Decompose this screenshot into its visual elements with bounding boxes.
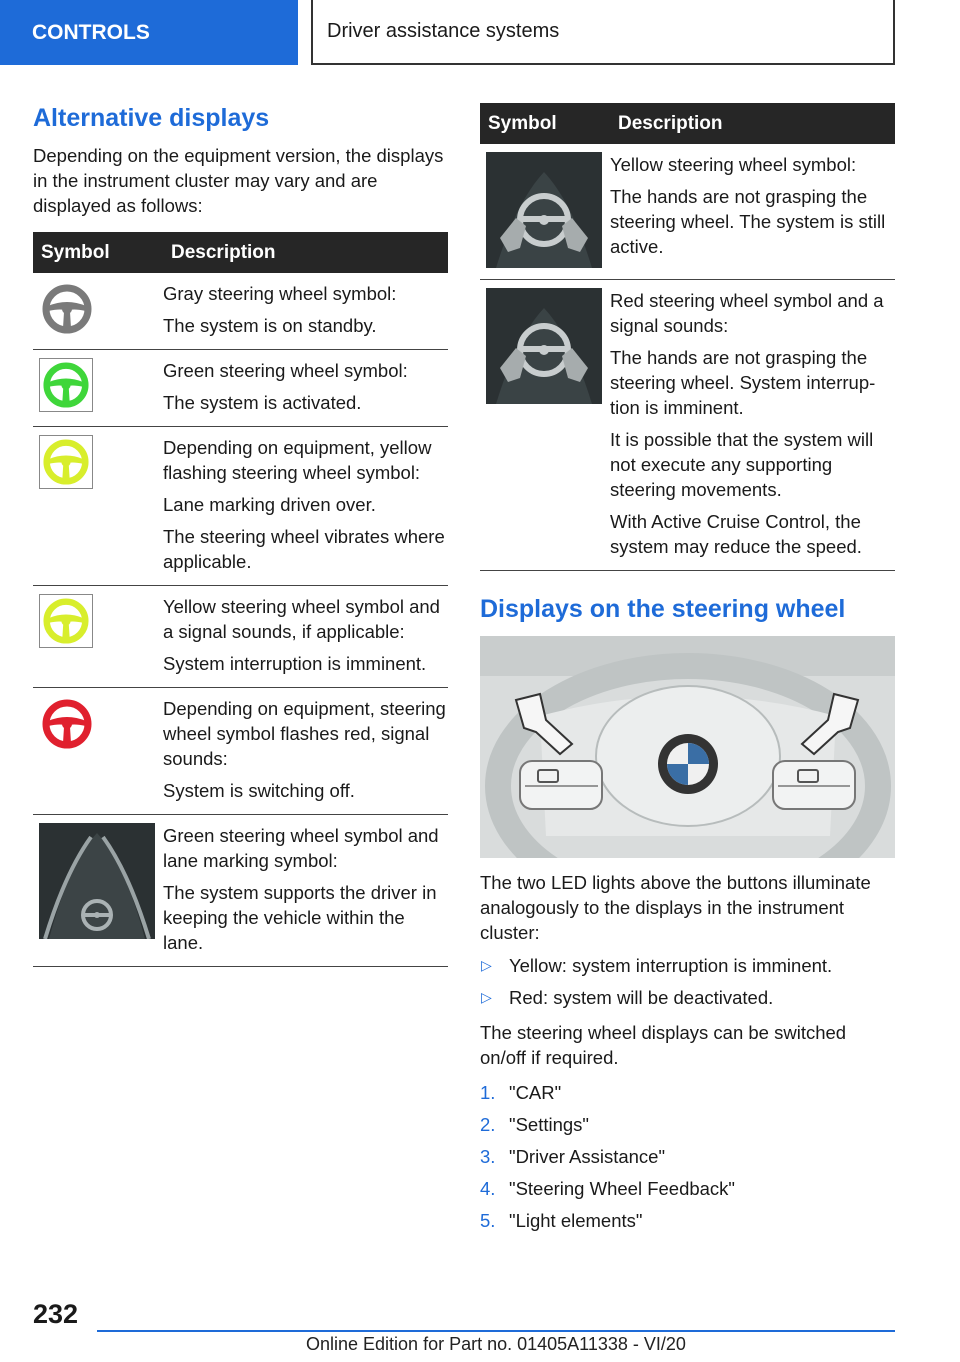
description-line: Depending on equipment, steering wheel symbol flashes red, signal sounds: — [163, 698, 446, 769]
description-line: System interruption is imminent. — [163, 653, 427, 674]
hands-off-steering-wheel-icon — [486, 288, 610, 404]
table-row — [33, 815, 448, 967]
description-cell — [610, 144, 895, 280]
lane-marking-steering-wheel-icon — [39, 823, 163, 939]
table-row — [480, 280, 895, 571]
description-cell — [163, 688, 448, 815]
description-cell — [163, 815, 448, 967]
symbol-cell — [33, 427, 163, 586]
led-color-list — [480, 953, 895, 1010]
description-cell — [163, 586, 448, 688]
step-item — [480, 1144, 895, 1169]
description-line: Gray steering wheel symbol: — [163, 283, 397, 304]
list-item-text: Red: system will be deactivated. — [509, 987, 774, 1008]
step-number: 3. — [480, 1146, 496, 1167]
description-line: The system is on standby. — [163, 315, 377, 336]
description-line: It is possible that the system will not execute any supporting steering movements. — [610, 429, 874, 500]
description-line: Yellow steering wheel symbol and a signal sounds, if applicable: — [163, 596, 440, 642]
description-line: Yellow steering wheel symbol: — [610, 154, 857, 175]
col-header-description: Description — [610, 103, 895, 144]
step-number: 1. — [480, 1082, 496, 1103]
hands-off-steering-wheel-icon — [486, 152, 610, 268]
step-number: 2. — [480, 1114, 496, 1135]
step-item — [480, 1176, 895, 1201]
list-item — [480, 953, 895, 978]
topic-label: Driver assistance systems — [327, 20, 560, 42]
step-item — [480, 1080, 895, 1105]
gray-steering-wheel-icon — [39, 281, 95, 337]
description-line: The system is activated. — [163, 392, 362, 413]
description-cell — [163, 427, 448, 586]
table-row — [33, 586, 448, 688]
table-row — [33, 427, 448, 586]
col-header-symbol: Symbol — [480, 103, 610, 144]
description-line: Red steering wheel symbol and a signal sounds: — [610, 290, 884, 336]
settings-steps — [480, 1080, 895, 1233]
list-item — [480, 985, 895, 1010]
table-row — [33, 350, 448, 427]
topic-header — [311, 0, 895, 65]
description-line: System is switching off. — [163, 780, 355, 801]
section-label: CONTROLS — [32, 20, 150, 44]
table-header-row — [33, 232, 448, 273]
footer-edition: Online Edition for Part no. 01405A11338 - VI/20 — [306, 1334, 686, 1354]
step-text: "Steering Wheel Feedback" — [509, 1178, 736, 1199]
table-row — [33, 273, 448, 350]
section-heading-alternative-displays: Alternative displays — [33, 104, 270, 132]
triangle-bullet-icon: ▷ — [481, 989, 492, 1005]
description-line: Depending on equipment, yellow flashing steering wheel symbol: — [163, 437, 432, 483]
section-tab — [0, 0, 298, 65]
description-line: The hands are not grasping the steering wheel. System interruption is imminent. — [610, 347, 876, 418]
yellow-steering-wheel-icon — [39, 435, 93, 489]
symbol-table-left — [33, 232, 448, 967]
step-item — [480, 1208, 895, 1233]
description-line: The hands are not grasping the steering wheel. The system is still active. — [610, 186, 886, 257]
description-line: Lane marking driven over. — [163, 494, 376, 515]
switch-paragraph: The steering wheel displays can be switched on/off if required. — [480, 1022, 847, 1068]
description-line: Green steering wheel symbol and lane marking symbol: — [163, 825, 439, 871]
symbol-cell — [480, 144, 610, 280]
right-column — [480, 103, 895, 1240]
step-item — [480, 1112, 895, 1137]
steering-wheel-photo — [480, 636, 895, 858]
step-text: "Driver Assistance" — [509, 1146, 666, 1167]
led-description: The two LED lights above the buttons illuminate analogously to the displays in the instrument cluster: — [480, 872, 871, 943]
symbol-table-right — [480, 103, 895, 571]
description-line: The system supports the driver in keeping the vehicle within the lane. — [163, 882, 437, 953]
table-row — [33, 688, 448, 815]
step-text: "CAR" — [509, 1082, 562, 1103]
description-cell — [610, 280, 895, 571]
description-line: The steering wheel vibrates where applicable. — [163, 526, 445, 572]
symbol-cell — [33, 350, 163, 427]
page-number: 232 — [33, 1299, 79, 1329]
description-line: With Active Cruise Control, the system may reduce the speed. — [610, 511, 862, 557]
table-row — [480, 144, 895, 280]
left-column — [33, 104, 448, 967]
col-header-description: Description — [163, 232, 448, 273]
triangle-bullet-icon: ▷ — [481, 957, 492, 973]
section-heading-steering-wheel-displays: Displays on the steering wheel — [480, 595, 846, 623]
description-line: Green steering wheel symbol: — [163, 360, 408, 381]
red-steering-wheel-icon — [39, 696, 95, 752]
yellow-steering-wheel-icon — [39, 594, 93, 648]
col-header-symbol: Symbol — [33, 232, 163, 273]
symbol-cell — [33, 273, 163, 350]
green-steering-wheel-icon — [39, 358, 93, 412]
step-text: "Settings" — [509, 1114, 589, 1135]
table-header-row — [480, 103, 895, 144]
description-cell — [163, 350, 448, 427]
step-text: "Light elements" — [509, 1210, 643, 1231]
symbol-cell — [33, 586, 163, 688]
symbol-cell — [480, 280, 610, 571]
list-item-text: Yellow: system interruption is imminent. — [509, 955, 833, 976]
step-number: 4. — [480, 1178, 496, 1199]
symbol-cell — [33, 688, 163, 815]
step-number: 5. — [480, 1210, 496, 1231]
description-cell — [163, 273, 448, 350]
footer-divider — [97, 1330, 895, 1332]
symbol-cell — [33, 815, 163, 967]
intro-paragraph: Depending on the equipment version, the displays in the instrument cluster may vary and are displayed as follows: — [33, 145, 444, 216]
